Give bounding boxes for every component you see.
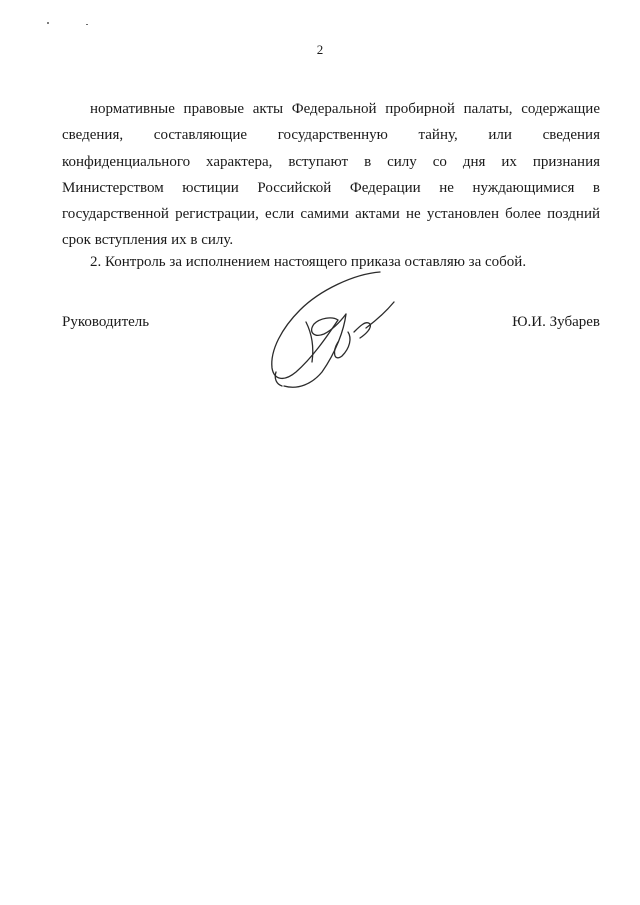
scan-artifact	[47, 22, 49, 24]
paragraph-1-line: нормативные правовые акты Федеральной пробирной палаты, содержащие	[90, 101, 600, 117]
scan-artifact	[86, 24, 88, 25]
paragraph-2: 2. Контроль за исполнением настоящего приказа оставляю за собой.	[90, 254, 527, 270]
paragraph-1-line: Министерством юстиции Российской Федерации не нуждающимися в	[62, 179, 600, 196]
paragraph-1-line: срок вступления их в силу.	[62, 232, 234, 249]
paragraph-1-line: сведения, составляющие государственную тайну, или сведения	[62, 127, 600, 144]
signer-title: Руководитель	[62, 314, 150, 330]
paragraph-1-line: государственной регистрации, если самими актами не установлен более поздний	[62, 206, 600, 223]
paragraph-1	[62, 96, 600, 254]
signer-name: Ю.И. Зубарев	[512, 314, 600, 330]
handwritten-signature	[262, 268, 402, 393]
paragraph-1-line: конфиденциального характера, вступают в силу со дня их признания	[62, 153, 600, 170]
page-number: 2	[316, 42, 324, 57]
